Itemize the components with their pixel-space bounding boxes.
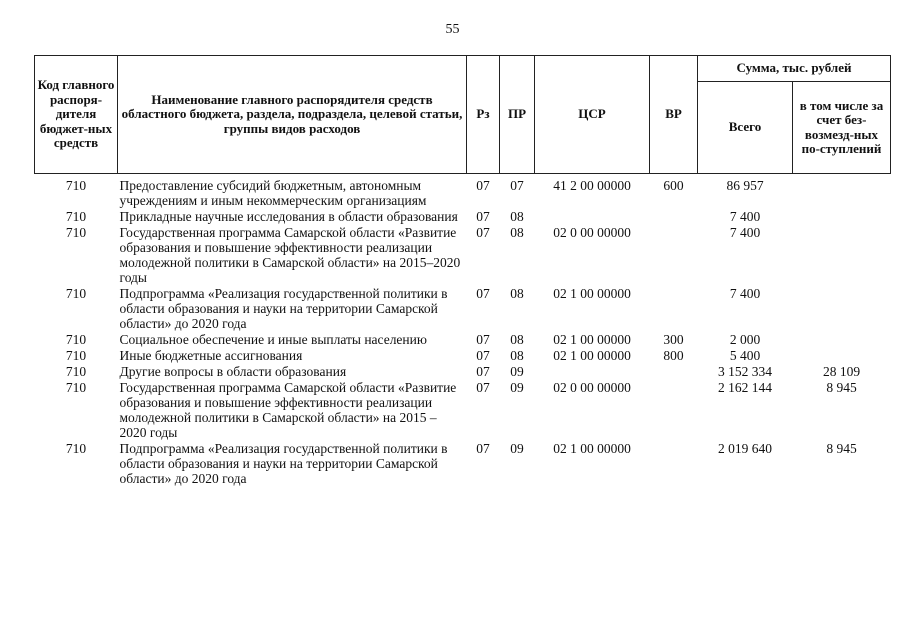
row-free (793, 209, 891, 225)
row-csr: 02 1 00 00000 (553, 441, 631, 456)
row-name: Подпрограмма «Реализация государственной политики в области образования и науки на территории Самарской области» до 2020 года (119, 441, 448, 486)
table-header (35, 56, 891, 174)
row-name: Подпрограмма «Реализация государственной политики в области образования и науки на территории Самарской области» до 2020 года (119, 286, 448, 331)
row-pr: 08 (510, 225, 524, 240)
row-total: 2 019 640 (718, 441, 772, 456)
row-rz: 07 (476, 332, 490, 347)
row-name: Государственная программа Самарской области «Развитие образования и повышение эффективности реализации молодежной политики в Самарской области» на 2015–2020 годы (119, 225, 461, 285)
row-free: 28 109 (822, 364, 861, 379)
row-code: 710 (65, 364, 87, 379)
row-pr: 09 (510, 364, 524, 379)
table-row (35, 364, 891, 380)
row-free (793, 174, 891, 210)
row-vr: 600 (663, 178, 684, 193)
row-vr (650, 286, 698, 332)
header-free: в том числе за счет без-возмезд-ных по-ступлений (793, 82, 891, 174)
row-csr (535, 209, 650, 225)
header-code: Код главного распоря-дителя бюджет-ных средств (35, 56, 118, 174)
table-row (35, 209, 891, 225)
row-csr (535, 364, 650, 380)
row-vr: 300 (663, 332, 684, 347)
row-name: Предоставление субсидий бюджетным, автономным учреждениям и иным некоммерческим организациям (119, 178, 427, 208)
row-rz: 07 (476, 380, 490, 395)
row-total: 2 000 (729, 332, 761, 347)
row-free (793, 225, 891, 286)
row-vr: 800 (663, 348, 684, 363)
row-total: 3 152 334 (718, 364, 772, 379)
row-total: 7 400 (729, 286, 761, 301)
row-csr: 02 1 00 00000 (553, 286, 631, 301)
table-row (35, 441, 891, 487)
row-free (793, 348, 891, 364)
row-vr (650, 380, 698, 441)
row-code: 710 (65, 380, 87, 395)
row-free: 8 945 (826, 380, 857, 395)
row-total: 7 400 (729, 225, 761, 240)
row-pr: 08 (510, 332, 524, 347)
header-sum: Сумма, тыс. рублей (698, 56, 891, 82)
row-free: 8 945 (826, 441, 857, 456)
header-csr: ЦСР (535, 56, 650, 174)
row-code: 710 (65, 441, 87, 456)
row-rz: 07 (476, 348, 490, 363)
row-vr (650, 441, 698, 487)
row-total: 7 400 (729, 209, 761, 224)
row-name: Иные бюджетные ассигнования (119, 348, 303, 363)
header-name: Наименование главного распорядителя средств областного бюджета, раздела, подраздела, целевой статьи, группы видов расходов (118, 56, 467, 174)
table-row (35, 225, 891, 286)
row-rz: 07 (476, 364, 490, 379)
header-vr: ВР (650, 56, 698, 174)
row-csr: 02 0 00 00000 (553, 380, 631, 395)
row-total: 5 400 (729, 348, 761, 363)
row-code: 710 (65, 209, 87, 224)
row-vr (650, 225, 698, 286)
row-csr: 41 2 00 00000 (553, 178, 631, 193)
row-total: 2 162 144 (718, 380, 772, 395)
table-row (35, 348, 891, 364)
row-rz: 07 (476, 441, 490, 456)
row-code: 710 (65, 348, 87, 363)
row-pr: 09 (510, 441, 524, 456)
row-code: 710 (65, 332, 87, 347)
row-name: Другие вопросы в области образования (119, 364, 347, 379)
row-csr: 02 1 00 00000 (553, 348, 631, 363)
row-code: 710 (65, 225, 87, 240)
row-rz: 07 (476, 286, 490, 301)
row-free (793, 332, 891, 348)
header-rz: Рз (467, 56, 500, 174)
budget-table (34, 55, 891, 487)
row-rz: 07 (476, 178, 490, 193)
table-row (35, 380, 891, 441)
row-code: 710 (65, 286, 87, 301)
row-code: 710 (65, 178, 87, 193)
header-pr: ПР (500, 56, 535, 174)
row-rz: 07 (476, 209, 490, 224)
row-name: Государственная программа Самарской области «Развитие образования и повышение эффективности реализации молодежной политики в Самарской области» на 2015 – 2020 годы (119, 380, 457, 440)
row-rz: 07 (476, 225, 490, 240)
row-pr: 07 (510, 178, 524, 193)
row-pr: 08 (510, 286, 524, 301)
row-name: Социальное обеспечение и иные выплаты населению (119, 332, 427, 347)
row-csr: 02 0 00 00000 (553, 225, 631, 240)
row-csr: 02 1 00 00000 (553, 332, 631, 347)
table-body (35, 174, 891, 488)
row-name: Прикладные научные исследования в области образования (119, 209, 458, 224)
table-row (35, 286, 891, 332)
row-vr (650, 364, 698, 380)
row-vr (650, 209, 698, 225)
table-row (35, 332, 891, 348)
row-pr: 09 (510, 380, 524, 395)
row-free (793, 286, 891, 332)
table-row (35, 174, 891, 210)
row-pr: 08 (510, 209, 524, 224)
header-total: Всего (698, 82, 793, 174)
row-total: 86 957 (726, 178, 764, 193)
row-pr: 08 (510, 348, 524, 363)
page-number: 55 (445, 22, 460, 37)
